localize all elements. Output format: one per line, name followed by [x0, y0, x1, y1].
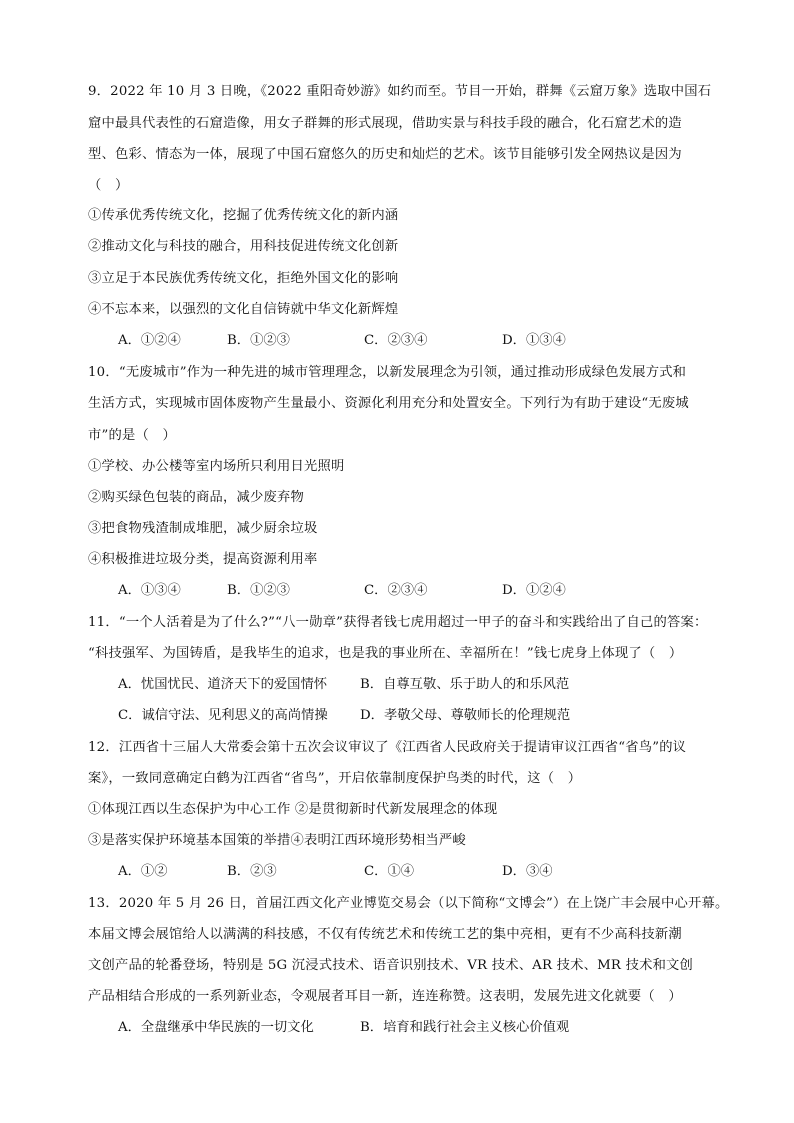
q9-option-d: D．①③④	[502, 333, 566, 348]
q9-stem-line: 9．2022 年 10 月 3 日晚，《2022 重阳奇妙游》如约而至。节目一开始，群舞《云窟万象》选取中国石	[88, 84, 712, 99]
q13-option-b: B．培育和践行社会主义核心价值观	[360, 1020, 570, 1035]
q9-stem-line: （ ）	[88, 178, 129, 193]
q11-options-row	[118, 707, 718, 725]
q11-option-d: D．孝敬父母、尊敬师长的伦理规范	[360, 708, 571, 723]
q12-stem-line: 12．江西省十三届人大常委会第十五次会议审议了《江西省人民政府关于提请审议江西省“省鸟”的议	[88, 740, 687, 755]
q12-option-c: C．①④	[364, 864, 415, 879]
q9-item: ③立足于本民族优秀传统文化，拒绝外国文化的影响	[88, 271, 399, 286]
q10-option-a: A．①③④	[118, 583, 181, 598]
q10-item: ①学校、办公楼等室内场所只利用日光照明	[88, 459, 345, 474]
q12-item: ③是落实保护环境基本国策的举措④表明江西环境形势相当严峻	[88, 833, 466, 848]
q11-option-c: C．诚信守法、见利思义的高尚情操	[118, 708, 328, 723]
q9-options	[118, 332, 718, 350]
q10-option-c: C．②③④	[364, 583, 428, 598]
q11-stem-line: 11．“一个人活着是为了什么?”“八一勋章”获得者钱七虎用超过一甲子的奋斗和实践给出了自己的答案：	[88, 615, 708, 630]
q9-option-a: A．①②④	[118, 333, 181, 348]
q13-options-row	[118, 1019, 718, 1037]
q12-options	[118, 863, 718, 881]
q12-option-b: B．②③	[227, 864, 277, 879]
q9-stem-line: 窟中最具代表性的石窟造像，用女子群舞的形式展现，借助实景与科技手段的融合，化石窟艺术的造	[88, 116, 682, 131]
q10-stem-line: 市”的是（ ）	[88, 428, 176, 443]
q10-option-d: D．①②④	[502, 583, 566, 598]
q12-item: ①体现江西以生态保护为中心工作 ②是贯彻新时代新发展理念的体现	[88, 802, 498, 817]
q10-stem-line: 10．“无废城市”作为一种先进的城市管理理念，以新发展理念为引领，通过推动形成绿色发展方式和	[88, 365, 687, 380]
q10-stem-line: 生活方式，实现城市固体废物产生量最小、资源化利用充分和处置安全。下列行为有助于建设“无废城	[88, 396, 689, 411]
q10-option-b: B．①②③	[227, 583, 290, 598]
q9-item: ④不忘本来，以强烈的文化自信铸就中华文化新辉煌	[88, 302, 399, 317]
q9-option-c: C．②③④	[364, 333, 428, 348]
q10-item: ④积极推进垃圾分类，提高资源利用率	[88, 552, 318, 567]
q13-stem-line: 文创产品的轮番登场，特别是 5G 沉浸式技术、语音识别技术、VR 技术、AR 技术、MR 技术和文创	[88, 958, 694, 973]
q10-options	[118, 582, 718, 600]
q11-option-a: A．忧国忧民、道济天下的爱国情怀	[118, 677, 328, 692]
q13-option-a: A．全盘继承中华民族的一切文化	[118, 1020, 314, 1035]
q9-stem-line: 型、色彩、情态为一体，展现了中国石窟悠久的历史和灿烂的艺术。该节目能够引发全网热议是因为	[88, 147, 682, 162]
q13-stem-line: 本届文博会展馆给人以满满的科技感，不仅有传统艺术和传统工艺的集中亮相，更有不少高科技新潮	[88, 927, 682, 942]
q13-stem-line: 产品相结合形成的一系列新业态，令观展者耳目一新，连连称赞。这表明，发展先进文化就要（ ）	[88, 989, 682, 1004]
q9-option-b: B．①②③	[227, 333, 290, 348]
q10-item: ③把食物残渣制成堆肥，减少厨余垃圾	[88, 521, 318, 536]
q11-option-b: B．自尊互敬、乐于助人的和乐风范	[360, 677, 570, 692]
q13-stem-line: 13．2020 年 5 月 26 日，首届江西文化产业博览交易会（以下简称“文博会”）在上饶广丰会展中心开幕。	[88, 896, 729, 911]
q9-item: ②推动文化与科技的融合，用科技促进传统文化创新	[88, 239, 399, 254]
q9-item: ①传承优秀传统文化，挖掘了优秀传统文化的新内涵	[88, 208, 399, 223]
q12-stem-line: 案》，一致同意确定白鹤为江西省“省鸟”，开启依靠制度保护鸟类的时代，这（ ）	[88, 771, 582, 786]
q12-option-a: A．①②	[118, 864, 168, 879]
q12-option-d: D．③④	[502, 864, 553, 879]
q11-stem-line: “科技强军、为国铸盾，是我毕生的追求，也是我的事业所在、幸福所在！”钱七虎身上体现了（ ）	[88, 646, 683, 661]
q10-item: ②购买绿色包装的商品，减少废弃物	[88, 490, 304, 505]
q11-options-row	[118, 676, 718, 694]
